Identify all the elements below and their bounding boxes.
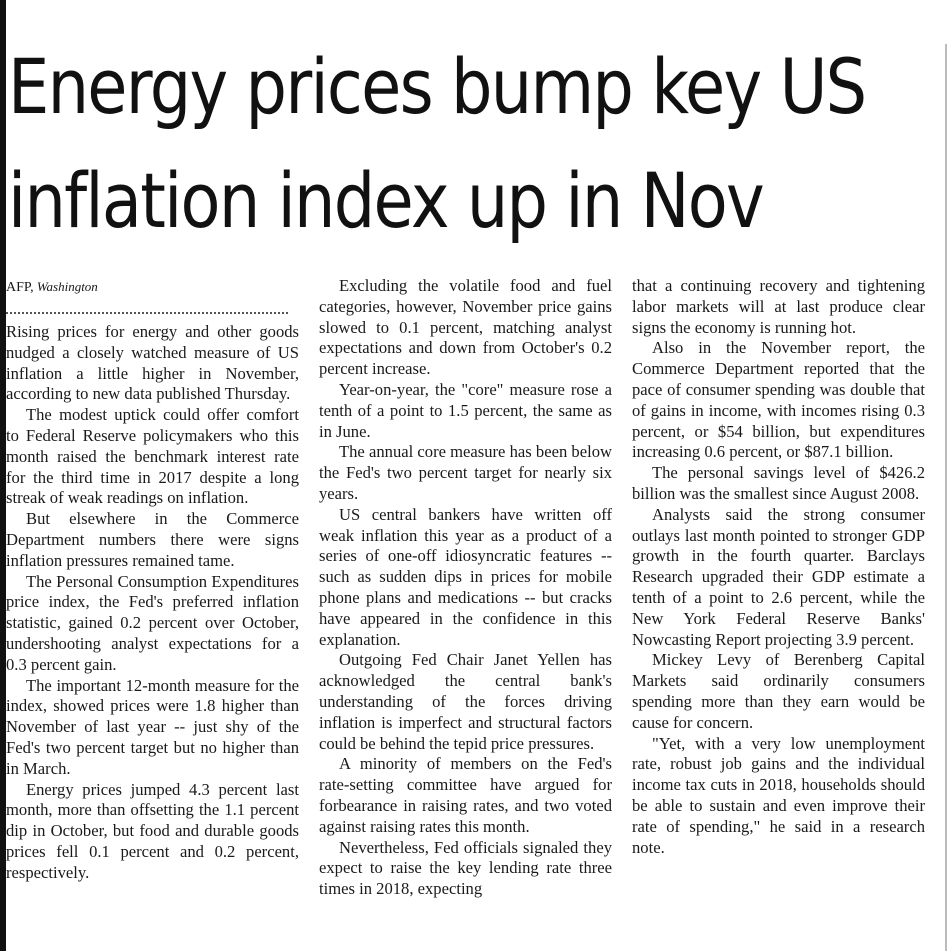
paragraph: Year-on-year, the "core" measure rose a tenth of a point to 1.5 percent, the same as in June. <box>319 379 612 441</box>
article-body <box>6 276 940 951</box>
paragraph: The modest uptick could offer comfort to Federal Reserve policymakers who this month raised the benchmark interest rate for the third time in 2017 despite a long streak of weak readings on inflation. <box>6 405 299 508</box>
article-column-3 <box>632 276 925 858</box>
paragraph: The important 12-month measure for the index, showed prices were 1.8 higher than November of last year -- just shy of the Fed's two percent target but no higher than in March. <box>6 675 299 778</box>
headline <box>8 30 866 258</box>
byline <box>6 276 299 298</box>
paragraph: Also in the November report, the Commerce Department reported that the pace of consumer spending was double that of gains in income, with incomes rising 0.3 percent, or $54 billion, but expenditures increasing 0.6 percent, or $87.1 billion. <box>632 338 925 462</box>
paragraph: Excluding the volatile food and fuel categories, however, November price gains slowed to 0.1 percent, matching analyst expectations and down from October's 0.2 percent increase. <box>319 276 612 379</box>
paragraph-continued: that a continuing recovery and tightening labor markets will at last produce clear signs the economy is running hot. <box>632 276 925 337</box>
right-column-rule <box>945 44 947 951</box>
paragraph: A minority of members on the Fed's rate-setting committee have argued for forbearance in raising rates, and two voted against raising rates this month. <box>319 754 612 836</box>
paragraph: The annual core measure has been below the Fed's two percent target for nearly six years. <box>319 442 612 503</box>
byline-agency: AFP, <box>6 280 34 295</box>
paragraph: But elsewhere in the Commerce Department numbers there were signs inflation pressures remained tame. <box>6 509 299 570</box>
paragraph: "Yet, with a very low unemployment rate, robust job gains and the individual income tax cuts in 2018, households should be able to sustain and even improve their rate of spending," he said in a research note. <box>632 733 925 857</box>
paragraph: The Personal Consumption Expenditures price index, the Fed's preferred inflation statistic, gained 0.2 percent over October, undershooting analyst expectations for a 0.3 percent gain. <box>6 571 299 674</box>
paragraph: Outgoing Fed Chair Janet Yellen has acknowledged the central bank's understanding of the forces driving inflation is imperfect and structural factors could be behind the tepid price pressures. <box>319 650 612 753</box>
byline-divider <box>6 298 288 314</box>
article-column-2 <box>319 276 612 900</box>
paragraph: The personal savings level of $426.2 billion was the smallest since August 2008. <box>632 463 925 503</box>
paragraph: Nevertheless, Fed officials signaled they expect to raise the key lending rate three times in 2018, expecting <box>319 837 612 899</box>
paragraph: Rising prices for energy and other goods nudged a closely watched measure of US inflation a little higher in November, according to new data published Thursday. <box>6 322 299 404</box>
headline-line-1: Energy prices bump key US <box>8 42 866 131</box>
paragraph: US central bankers have written off weak inflation this year as a product of a series of one-off idiosyncratic features -- such as sudden dips in prices for mobile phone plans and medications -- but cracks have appeared in the confidence in this explanation. <box>319 504 612 649</box>
paragraph: Mickey Levy of Berenberg Capital Markets said ordinarily consumers spending more than they earn would be cause for concern. <box>632 650 925 732</box>
paragraph: Energy prices jumped 4.3 percent last month, more than offsetting the 1.1 percent dip in October, but food and durable goods prices fell 0.1 percent and 0.2 percent, respectively. <box>6 779 299 882</box>
byline-place: Washington <box>36 279 98 294</box>
article-column-1 <box>6 276 299 884</box>
paragraph: Analysts said the strong consumer outlays last month pointed to stronger GDP growth in the fourth quarter. Barclays Research upgraded their GDP estimate a tenth of a point to 2.6 percent, while the New York Federal Reserve Banks' Nowcasting Report projecting 3.9 percent. <box>632 504 925 649</box>
headline-line-2: inflation index up in Nov <box>8 156 763 245</box>
